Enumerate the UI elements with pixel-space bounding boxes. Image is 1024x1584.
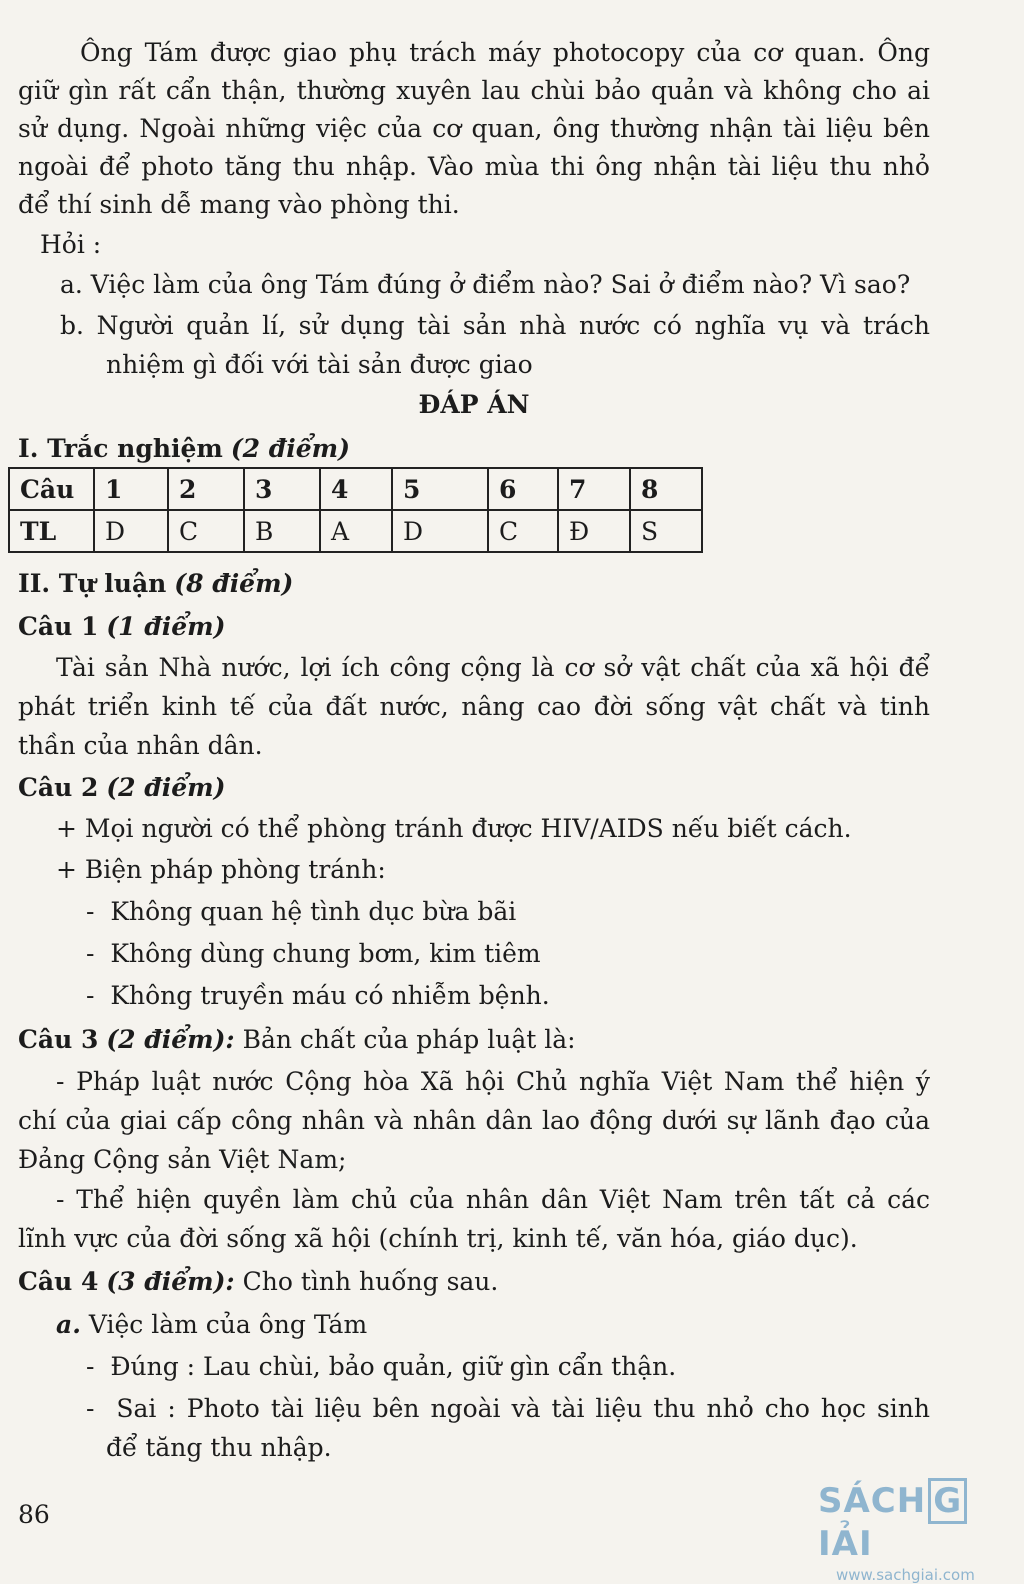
watermark-right: IẢI — [818, 1524, 873, 1564]
answer-table-answer-row — [9, 510, 702, 552]
q3-a-line-3: Đảng Cộng sản Việt Nam; — [18, 1145, 347, 1174]
q4-a-text: Việc làm của ông Tám — [88, 1310, 368, 1339]
q2-point-1: + Mọi người có thể phòng tránh được HIV/AIDS nếu biết cách. — [56, 814, 852, 843]
q4-dash-1: - Đúng : Lau chùi, bảo quản, giữ gìn cẩn thận. — [86, 1352, 677, 1381]
q1-line-2: phát triển kinh tế của đất nước, nâng cao đời sống vật chất và tinh — [18, 692, 930, 721]
q1-points: (1 điểm) — [106, 612, 226, 641]
q1-label: Câu 1 — [18, 612, 99, 641]
part1-points: (2 điểm) — [230, 434, 350, 463]
q3-a-line-1: - Pháp luật nước Cộng hòa Xã hội Chủ nghĩa Việt Nam thể hiện ý — [56, 1067, 930, 1096]
question-a: a. Việc làm của ông Tám đúng ở điểm nào? Sai ở điểm nào? Vì sao? — [60, 270, 911, 299]
intro-line-5: để thí sinh dễ mang vào phòng thi. — [18, 190, 460, 219]
answer-cell: B — [244, 510, 320, 552]
question-b-line-2: nhiệm gì đối với tài sản được giao — [106, 350, 533, 379]
part2-points: (8 điểm) — [174, 569, 294, 598]
q2-heading — [18, 773, 225, 803]
answer-cell: A — [320, 510, 392, 552]
q3-lead: Bản chất của pháp luật là: — [234, 1025, 576, 1054]
answer-cell: C — [488, 510, 558, 552]
q2-dash-3: - Không truyền máu có nhiễm bệnh. — [86, 981, 550, 1010]
q4-lead: Cho tình huống sau. — [234, 1267, 499, 1296]
part2-label: II. Tự luận — [18, 569, 167, 598]
answer-cell: S — [630, 510, 702, 552]
answer-title: ĐÁP ÁN — [418, 390, 530, 419]
q4-dash-2: - Sai : Photo tài liệu bên ngoài và tài liệu thu nhỏ cho học sinh — [86, 1394, 930, 1423]
question-b-line-1: b. Người quản lí, sử dụng tài sản nhà nước có nghĩa vụ và trách — [60, 311, 930, 340]
header-cell: 5 — [392, 468, 488, 510]
q4-points: (3 điểm): — [106, 1267, 235, 1296]
q1-line-3: thần của nhân dân. — [18, 731, 263, 760]
question-label: Hỏi : — [40, 230, 102, 259]
q3-label: Câu 3 — [18, 1025, 99, 1054]
header-cell: 7 — [558, 468, 630, 510]
watermark-left: SÁCH — [818, 1481, 927, 1521]
intro-line-4: ngoài để photo tăng thu nhập. Vào mùa thi ông nhận tài liệu thu nhỏ — [18, 152, 930, 181]
page-number: 86 — [18, 1500, 50, 1529]
answer-table — [8, 467, 703, 553]
q2-dash-1: - Không quan hệ tình dục bừa bãi — [86, 897, 517, 926]
header-cell: 1 — [94, 468, 168, 510]
answer-cell: Đ — [558, 510, 630, 552]
q4-a-label: a. — [56, 1310, 81, 1339]
q2-points: (2 điểm) — [106, 773, 226, 802]
q2-dash-2: - Không dùng chung bơm, kim tiêm — [86, 939, 541, 968]
header-cell-label: Câu — [9, 468, 94, 510]
q1-line-1: Tài sản Nhà nước, lợi ích công cộng là cơ sở vật chất của xã hội để — [56, 653, 930, 682]
q4-label: Câu 4 — [18, 1267, 99, 1296]
q3-b-line-1: - Thể hiện quyền làm chủ của nhân dân Việt Nam trên tất cả các — [56, 1185, 930, 1214]
q1-heading — [18, 612, 225, 642]
answer-cell: C — [168, 510, 244, 552]
watermark-text — [818, 1478, 1018, 1564]
answer-table-header-row — [9, 468, 702, 510]
intro-line-3: sử dụng. Ngoài những việc của cơ quan, ông thường nhận tài liệu bên — [18, 114, 930, 143]
q4-heading — [18, 1267, 498, 1297]
watermark-logo — [818, 1478, 1018, 1584]
watermark-url: www.sachgiai.com — [836, 1566, 975, 1584]
q4-dash-2-cont: để tăng thu nhập. — [106, 1433, 332, 1462]
q2-label: Câu 2 — [18, 773, 99, 802]
q2-point-2: + Biện pháp phòng tránh: — [56, 855, 386, 884]
header-cell: 3 — [244, 468, 320, 510]
header-cell: 2 — [168, 468, 244, 510]
answer-cell: D — [392, 510, 488, 552]
q4-dash-1-text: Đúng : Lau chùi, bảo quản, giữ gìn cẩn thận. — [110, 1352, 677, 1381]
q3-points: (2 điểm): — [106, 1025, 235, 1054]
q2-dash-3-text: Không truyền máu có nhiễm bệnh. — [110, 981, 550, 1010]
q3-b-line-2: lĩnh vực của đời sống xã hội (chính trị, kinh tế, văn hóa, giáo dục). — [18, 1224, 858, 1253]
part1-label: I. Trắc nghiệm — [18, 434, 223, 463]
header-cell: 8 — [630, 468, 702, 510]
intro-line-1: Ông Tám được giao phụ trách máy photocopy của cơ quan. Ông — [80, 38, 930, 67]
answer-cell: D — [94, 510, 168, 552]
q2-dash-2-text: Không dùng chung bơm, kim tiêm — [110, 939, 541, 968]
q4-a — [56, 1310, 367, 1340]
part2-heading — [18, 569, 293, 599]
row-cell-label: TL — [9, 510, 94, 552]
intro-line-2: giữ gìn rất cẩn thận, thường xuyên lau chùi bảo quản và không cho ai — [18, 76, 930, 105]
part1-heading — [18, 434, 350, 464]
watermark-boxed-letter: G — [928, 1478, 967, 1524]
q3-a-line-2: chí của giai cấp công nhân và nhân dân lao động dưới sự lãnh đạo của — [18, 1106, 930, 1135]
header-cell: 6 — [488, 468, 558, 510]
q2-dash-1-text: Không quan hệ tình dục bừa bãi — [110, 897, 517, 926]
header-cell: 4 — [320, 468, 392, 510]
q4-dash-2-text: Sai : Photo tài liệu bên ngoài và tài liệu thu nhỏ cho học sinh — [116, 1394, 930, 1423]
q3-heading — [18, 1025, 576, 1055]
